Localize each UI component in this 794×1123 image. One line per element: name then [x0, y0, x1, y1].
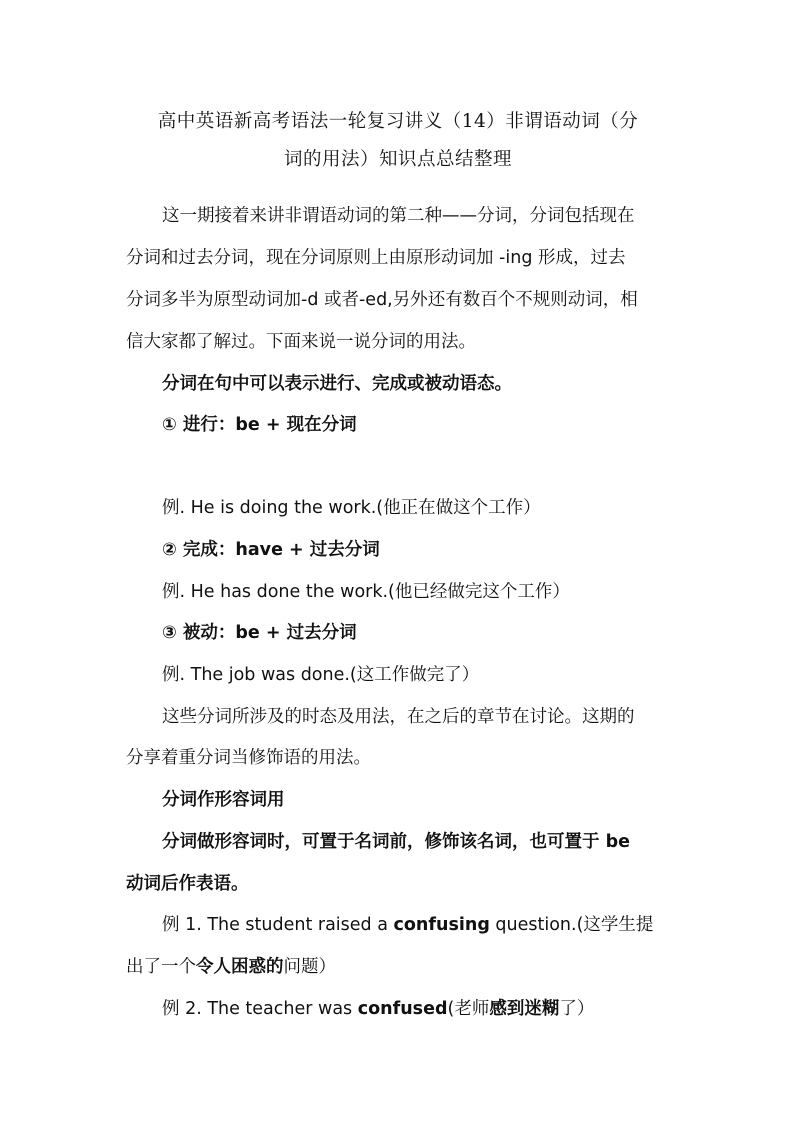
example-1-l2-keyword: 令人困惑的 [196, 957, 284, 977]
example-2-line [162, 997, 594, 1021]
item-perfect-label: ② 完成：have + 过去分词 [162, 540, 380, 560]
example-2-suffix: 了） [559, 999, 595, 1019]
intro-line-1: 这一期接着来讲非谓语动词的第二种——分词，分词包括现在 [162, 206, 635, 226]
example-2-middle: (老师 [447, 999, 490, 1019]
item-passive-example: 例. The job was done.(这工作做完了） [162, 665, 480, 685]
title-line-1: 高中英语新高考语法一轮复习讲义（14）非谓语动词（分 [157, 111, 639, 132]
example-1-prefix: 例 1. The student raised a [162, 915, 394, 935]
note-line-1: 这些分词所涉及的时态及用法，在之后的章节在讨论。这期的 [162, 707, 635, 727]
example-2-prefix: 例 2. The teacher was [162, 999, 358, 1019]
example-2-keyword: confused [357, 999, 448, 1019]
rule-line-2: 动词后作表语。 [126, 874, 249, 894]
intro-line-3: 分词多半为原型动词加-d 或者-ed,另外还有数百个不规则动词，相 [126, 290, 638, 310]
note-line-2: 分享着重分词当修饰语的用法。 [126, 748, 371, 768]
example-1-middle: question.(这学生提 [489, 915, 654, 935]
item-progressive-example: 例. He is doing the work.(他正在做这个工作） [162, 498, 541, 518]
document-title [118, 103, 678, 179]
item-passive-label: ③ 被动：be + 过去分词 [162, 623, 357, 643]
example-1-l2-prefix: 出了一个 [126, 957, 196, 977]
intro-line-4: 信大家都了解过。下面来说一说分词的用法。 [126, 332, 476, 352]
item-progressive-label: ① 进行：be + 现在分词 [162, 415, 357, 435]
example-1-keyword: confusing [393, 915, 490, 935]
section-heading-adjective: 分词作形容词用 [162, 790, 285, 810]
example-1-l2-suffix: 问题） [283, 957, 336, 977]
example-1-line-2 [126, 955, 336, 979]
example-1-line-1 [162, 913, 653, 937]
example-2-keyword-cn: 感到迷糊 [489, 999, 560, 1019]
intro-line-2: 分词和过去分词，现在分词原则上由原形动词加 -ing 形成，过去 [126, 248, 626, 268]
section-heading-voice: 分词在句中可以表示进行、完成或被动语态。 [162, 374, 512, 394]
item-perfect-example: 例. He has done the work.(他已经做完这个工作） [162, 582, 570, 602]
rule-line-1: 分词做形容词时，可置于名词前，修饰该名词，也可置于 be [162, 832, 630, 852]
title-line-2: 词的用法）知识点总结整理 [283, 149, 512, 170]
